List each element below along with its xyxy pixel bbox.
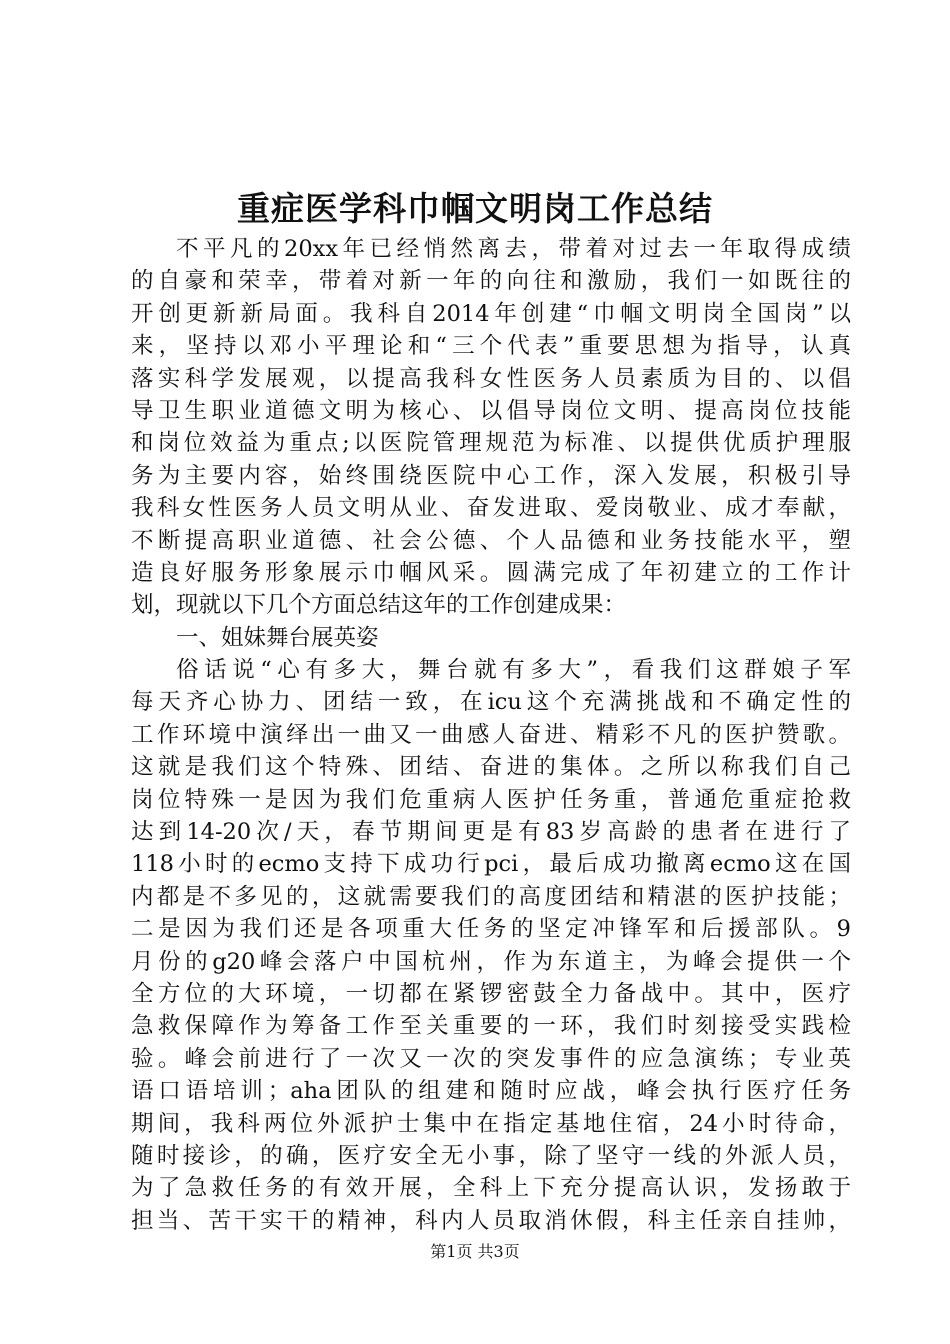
paragraph-line: 语口语培训；aha团队的组建和随时应战，峰会执行医疗任务: [131, 1078, 851, 1105]
paragraph-line: 我科女性医务人员文明从业、奋发进取、爱岗敬业、成才奉献，: [131, 495, 851, 522]
paragraph-line: 内都是不多见的，这就需要我们的高度团结和精湛的医护技能；: [131, 883, 851, 910]
paragraph-line: 开创更新新局面。我科自2014年创建“巾帼文明岗全国岗”以: [131, 300, 851, 327]
paragraph-line: 每天齐心协力、团结一致，在icu这个充满挑战和不确定性的: [131, 689, 851, 716]
paragraph-line: 验。峰会前进行了一次又一次的突发事件的应急演练；专业英: [131, 1045, 851, 1072]
paragraph-line: 不断提高职业道德、社会公德、个人品德和业务技能水平，塑: [131, 527, 851, 554]
paragraph-line: 岗位特殊一是因为我们危重病人医护任务重，普通危重症抢救: [131, 786, 851, 813]
document-body: [131, 233, 851, 1237]
paragraph-line: 全方位的大环境，一切都在紧锣密鼓全力备战中。其中，医疗: [131, 980, 851, 1007]
paragraph-line: 担当、苦干实干的精神，科内人员取消休假，科主任亲自挂帅，: [131, 1207, 851, 1234]
paragraph-line: 造良好服务形象展示巾帼风采。圆满完成了年初建立的工作计: [131, 559, 851, 586]
paragraph-line: 来，坚持以邓小平理论和“三个代表”重要思想为指导，认真: [131, 333, 851, 360]
section-heading: 一、姐妹舞台展英姿: [176, 624, 379, 651]
paragraph-line: 俗话说“心有多大，舞台就有多大”，看我们这群娘子军: [176, 657, 851, 684]
paragraph-line: 二是因为我们还是各项重大任务的坚定冲锋军和后援部队。9: [131, 916, 851, 943]
paragraph-line: 的自豪和荣幸，带着对新一年的向往和激励，我们一如既往的: [131, 268, 851, 295]
paragraph-line: 随时接诊，的确，医疗安全无小事，除了坚守一线的外派人员，: [131, 1142, 851, 1169]
paragraph-line: 达到14-20次/天，春节期间更是有83岁高龄的患者在进行了: [131, 819, 851, 846]
paragraph-line: 这就是我们这个特殊、团结、奋进的集体。之所以称我们自己: [131, 754, 851, 781]
paragraph-line: 为了急救任务的有效开展，全科上下充分提高认识，发扬敢于: [131, 1175, 851, 1202]
page-footer: 第1页 共3页: [430, 1242, 520, 1261]
page-title: 重症医学科巾帼文明岗工作总结: [237, 189, 713, 228]
paragraph-line: 划，现就以下几个方面总结这年的工作创建成果：: [131, 592, 627, 619]
paragraph-line: 和岗位效益为重点;以医院管理规范为标准、以提供优质护理服: [131, 430, 851, 457]
paragraph-line: 导卫生职业道德文明为核心、以倡导岗位文明、提高岗位技能: [131, 397, 851, 424]
paragraph-line: 落实科学发展观，以提高我科女性医务人员素质为目的、以倡: [131, 365, 851, 392]
paragraph-line: 急救保障作为筹备工作至关重要的一环，我们时刻接受实践检: [131, 1013, 851, 1040]
paragraph-line: 不平凡的20xx年已经悄然离去，带着对过去一年取得成绩: [176, 236, 851, 262]
paragraph-line: 期间，我科两位外派护士集中在指定基地住宿，24小时待命，: [131, 1110, 851, 1137]
paragraph-line: 月份的g20峰会落户中国杭州，作为东道主，为峰会提供一个: [131, 948, 851, 975]
paragraph-line: 务为主要内容，始终围绕医院中心工作，深入发展，积极引导: [131, 462, 851, 489]
paragraph-line: 118小时的ecmo支持下成功行pci，最后成功撤离ecmo这在国: [131, 851, 851, 878]
paragraph-line: 工作环境中演绎出一曲又一曲感人奋进、精彩不凡的医护赞歌。: [131, 721, 851, 748]
